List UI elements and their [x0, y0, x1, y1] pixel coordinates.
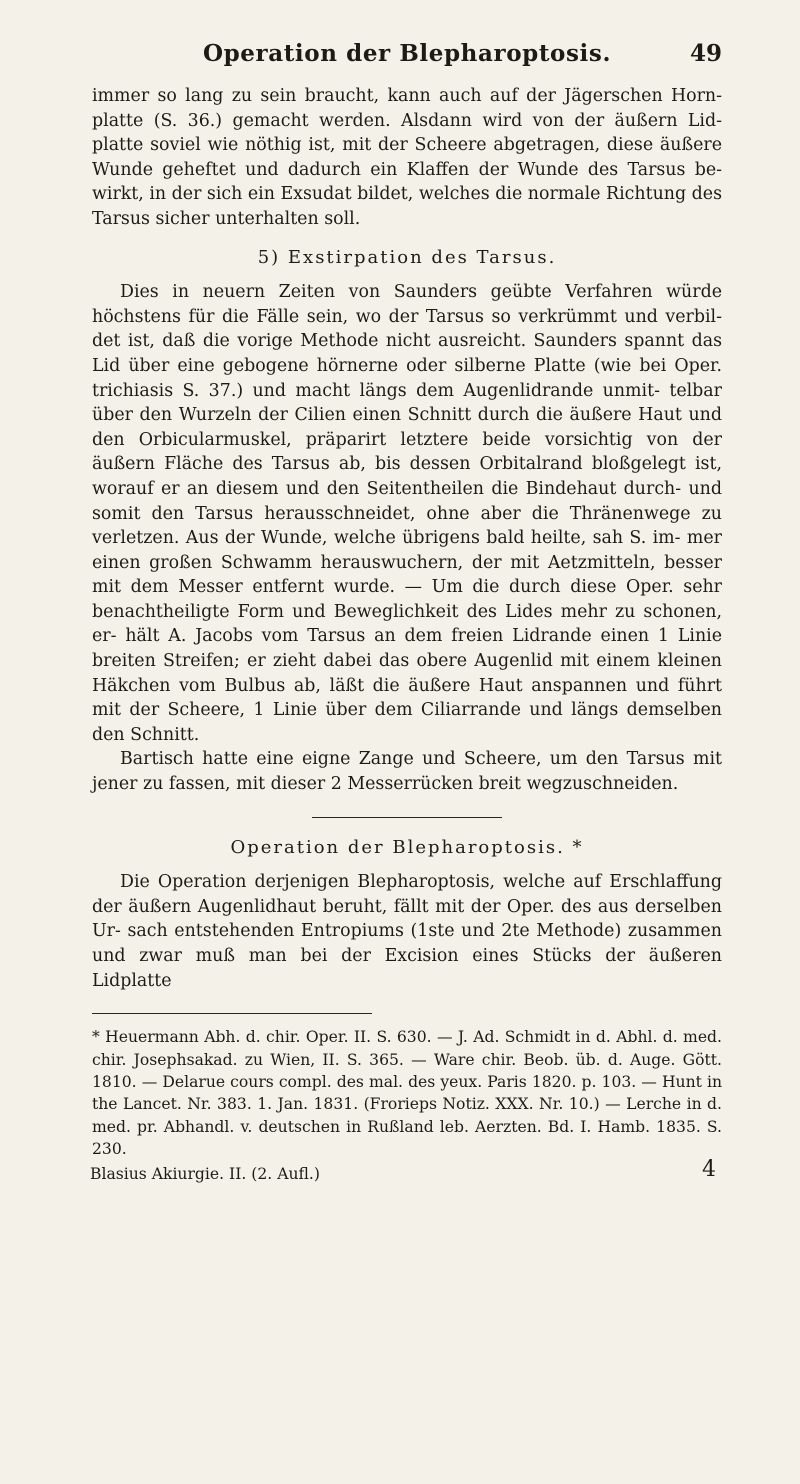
section-heading: Operation der Blepharoptosis. * — [230, 836, 584, 858]
section-heading: 5) Exstirpation des Tarsus. — [257, 246, 557, 268]
page-number: 49 — [689, 40, 722, 67]
body-text — [92, 84, 722, 993]
paragraph: Bartisch hatte eine eigne Zange und Scheere, um den Tarsus mit jener zu fassen, mit dieser 2 Messerrücken breit wegzuschneiden. — [92, 749, 722, 795]
signature-mark: Blasius Akiurgie. II. (2. Aufl.) — [90, 1164, 320, 1183]
paragraph: immer so lang zu sein braucht, kann auch auf der Jägerschen Horn- platte (S. 36.) gemacht werden. Alsdann wird von der äußern Lid- platte soviel wie nöthig ist, mit der Scheere abgetragen, diese äußere Wunde geheftet und dadurch ein Klaffen der Wunde des Tarsus be- wirkt, in der sich ein Exsudat bildet, welches die normale Richtung des Tarsus sicher unterhalten soll. — [92, 86, 722, 229]
page-header — [92, 38, 722, 84]
printer-signature — [90, 1156, 722, 1185]
paragraph: Dies in neuern Zeiten von Saunders geübte Verfahren würde höchstens für die Fälle sein, wo der Tarsus so verkrümmt und verbil- det ist, daß die vorige Methode nicht ausreicht. Saunders spannt das Lid über eine gebogene hörnerne oder silberne Platte (wie bei Oper. trichiasis S. 37.) und macht längs dem Augenlidrande unmit- telbar über den Wurzeln der Cilien einen Schnitt durch die äußere Haut und den Orbicularmuskel, präparirt letztere beide vorsichtig von der äußern Fläche des Tarsus ab, bis dessen Orbitalrand bloßgelegt ist, worauf er an diesem und den Seitentheilen die Bindehaut durch- und somit den Tarsus herausschneidet, ohne aber die Thränenwege zu verletzen. Aus der Wunde, welche übrigens bald heilte, sah S. im- mer einen großen Schwamm herauswuchern, der mit Aetzmitteln, besser mit dem Messer entfernt wurde. — Um die durch diese Oper. sehr benachtheiligte Form und Beweglichkeit des Lides mehr zu schonen, er- hält A. Jacobs vom Tarsus an dem freien Lidrande einen 1 Linie breiten Streifen; er zieht dabei das obere Augenlid mit einem kleinen Häkchen vom Bulbus ab, läßt die äußere Haut anspannen und führt mit der Scheere, 1 Linie über dem Ciliarrande und längs demselben den Schnitt. — [92, 282, 722, 745]
running-title: Operation der Blepharoptosis. — [202, 40, 612, 67]
signature-number: 4 — [702, 1156, 716, 1182]
footnote-divider — [92, 1013, 372, 1014]
paragraph: Die Operation derjenigen Blepharoptosis, welche auf Erschlaffung der äußern Augenlidhaut beruht, fällt mit der Oper. des aus derselben Ur- sach entstehenden Entropiums (1ste und 2te Methode) zusammen und zwar muß man bei der Excision eines Stücks der äußeren Lidplatte — [92, 872, 722, 991]
footnote: * Heuermann Abh. d. chir. Oper. II. S. 630. — J. Ad. Schmidt in d. Abhl. d. med. chir. Josephsakad. zu Wien, II. S. 365. — Ware chir. Beob. üb. d. Auge. Gött. 1810. — Delarue cours compl. des mal. des yeux. Paris 1820. p. 103. — Hunt in the Lancet. Nr. 383. 1. Jan. 1831. (Frorieps Notiz. XXX. Nr. 10.) — Lerche in d. med. pr. Abhandl. v. deutschen in Rußland leb. Aerzten. Bd. I. Hamb. 1835. S. 230. — [92, 1028, 722, 1159]
section-divider — [312, 817, 502, 818]
